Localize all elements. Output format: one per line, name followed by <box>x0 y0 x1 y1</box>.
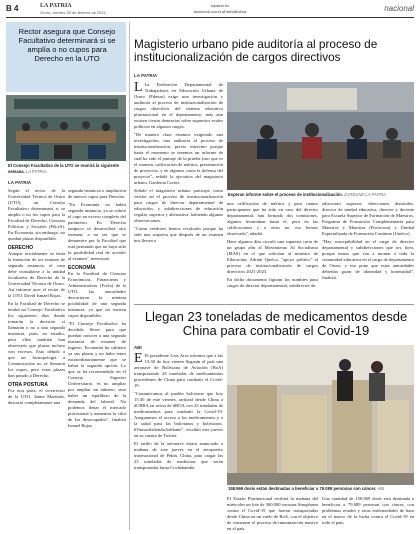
bottom-story-photo <box>227 345 414 485</box>
paragraph: "El Consejo Facultativo ha decidido llevar para que puedan conocer a una segunda instancia de examen de ingreso. Economía ha cubierto ya sus plazas y no hubo tenor extraordinariamente que se habrá la segunda opción. Lo que se ha recomendado en el Consejo Superior Universitario, es no ampliar por ampliar un número, sino haber un equilibrio de la demanda del laboral. No podemos llenar el mercado profesional y aumentar la cifra de los desocupados", finalizó Ismael Rojas. <box>68 321 126 428</box>
meeting-photo <box>6 95 126 161</box>
top-photo-caption <box>228 192 414 198</box>
top-col-1 <box>134 82 223 302</box>
paragraph: "En Economía no habrá segunda instancia, ya se cubrió el cupo en exceso completo del parámetro. En Derecho tampoco se desarrollará otro examen, a no ser que se demuestre por la Facultad que está pensando que no haya sido la posibilidad real de acceder al examen", mencionó. <box>68 202 126 261</box>
top-story-photo <box>227 82 414 190</box>
left-col-1 <box>8 188 65 530</box>
top-col-3 <box>322 201 414 301</box>
issue-date: Oruro, viernes 26 de febrero de 2021 <box>40 10 106 15</box>
paragraph: "Hay susceptibilidad en el cargo de director departamental y subdirecciones que ser, bien, porque temos que van a montar a toda la comunidad educativa en el cargo de departamento de Oruro, y eso pone que estas autoridades deberían gozar de idoneidad y honestidad", finalizó. <box>322 239 414 280</box>
caption-text: 158.969 dosis están destinadas a beneficiar a 79.089 personas con cáncer. <box>228 486 377 491</box>
bottom-kicker: ABI <box>134 345 142 350</box>
header-rule <box>6 17 414 18</box>
paragraph: El arribo de la aeronave estará anunciado a mañana de este jueves en el aeropuerto internacional de Pekín, China, para cargar las 23 toneladas de medicinas que serán transportadas hasta Cochabamba. <box>134 441 223 470</box>
conference-photo <box>227 82 414 190</box>
paragraph: En la Facultad de Derecho se tendrá un Consejo Facultativo los siguientes días donde tomarán la decisión si llamarán o no a una segunda instancia, pues, en estudio, pero ellos también han observado que plazas incluso con excesos. Esto debido a que un Antropología a Comunicación no se llenaron los cupos, pero estas plazas han pasado a Derecho. <box>8 301 65 378</box>
paragraph: "Como veedores hemos recalcado porque ha sido una sorpresa que después de un examen nos llevan a <box>134 226 223 243</box>
caption-credit: LA PATRIA <box>25 168 47 174</box>
bottom-story-title: Llegan 23 toneladas de medicamentos desde China para combatir el Covid-19 <box>144 309 408 338</box>
page-number: B 4 <box>6 4 19 13</box>
paragraph: L La Federación Departamental de Trabajadores en Educación Urbana de Oruro (Fdteuo) exige una investigación y auditoría al proceso de institucionalización de cargos directivos del sistema educativo plurinacional en el departamento, más aún existen ciertas denuncias sobre supuestos avales políticos en algunos cargos. <box>134 82 223 129</box>
newspaper-name: LA PATRIA <box>40 3 72 9</box>
medicine-boxes-photo <box>227 345 414 485</box>
drop-cap: L <box>134 82 143 95</box>
paragraph: segunda instancia o ampliación de nuevos cupos para Derecho. <box>68 188 126 199</box>
subhead-derecho: DERECHO <box>8 245 34 251</box>
paragraph: Aunque inicialmente se tenía la intención de un examen de segunda instancia, el caso debe consultarse a la unidad facultativa de Derecho de la Universidad Técnica de Oruro. Así informó ayer el rector de la UTO, David Ismael Rojas. <box>8 251 65 298</box>
caption-credit: ABI <box>377 486 385 491</box>
paragraph: En dicho documento figuran los nombres para cargos de director departamental, subdirector de <box>227 277 318 288</box>
story-divider <box>134 304 414 305</box>
top-story-title: Magisterio urbano pide auditoría al proceso de institucionalización de cargos directivos <box>134 37 378 64</box>
column-divider <box>129 22 130 530</box>
section-label: nacional <box>384 4 414 13</box>
bottom-col-1 <box>134 353 223 530</box>
subhead-otra-postura: OTRA POSTURA <box>8 382 48 388</box>
top-col-2 <box>227 201 318 301</box>
paragraph: "Comunicamos al pueblo boliviano que hoy 15:30 de este viernes, arribará desde China a #CBBA en avión de #BOA con 23 toneladas de medicamentos para combatir la Covid-19. Aseguramos el acceso a los medicamentos y a la salud para las bolivianas y bolivianos. #VamosSaliendoAdelante", escribió este jueves en su cuenta de Twitter. <box>134 391 223 438</box>
left-story-photo <box>6 95 126 161</box>
paragraph: En la Facultad de Ciencias Económicas, Financieras y Administrativas (Fcefa) de la UTO, las autoridades descartaron la mínima posibilidad de una segunda instancia, ya que no existen cupos disponibles. <box>68 271 126 318</box>
left-col-2 <box>68 188 126 530</box>
website-link[interactable]: lapatria.bo <box>210 3 230 8</box>
subhead-economia: ECONOMÍA <box>68 265 96 271</box>
bottom-col-2 <box>227 496 318 532</box>
left-kicker: LA PATRIA <box>8 180 32 185</box>
paragraph: Según el rector de la Universidad Técnica de Oruro (UTO), un Consejo Facultativo determinará si se amplía o no los cupos para la Facultad de Derecho, Ciencias Políticas y Sociales (FdcyS). En Economía, sin embargo, no quedan plazas disponibles. <box>8 188 65 241</box>
left-photo-caption <box>8 163 126 174</box>
paragraph: E El presidente Luis Arce informó que a las 15:30 de hoy vienen llegarán el país una aeronave de Boliviana de Aviación (BoA) transportando 23 toneladas de medicamentos procedentes de China para combatir el Covid-19. <box>134 353 223 388</box>
caption-text: El Consejo Facultativo de la UTO se reunirá la siguiente semana. <box>8 163 119 174</box>
facebook-link[interactable]: facebook.com/LaPatriaBolivia <box>193 9 247 14</box>
drop-cap: E <box>134 353 143 366</box>
caption-text: Esperan informe sobre el proceso de institucionalización. <box>228 192 343 197</box>
top-kicker: LA PATRIA <box>134 73 158 78</box>
bottom-col-3 <box>322 496 414 532</box>
paragraph: Hace algunos días circuló una supuesta carta de un grupo afín al Movimiento Al Socialismo (MAS) en el que solicitan al ministro de Educación, Adrián Quelca, "apoyo político" al proceso de institucionalización de cargos directivos 2021-2023. <box>227 239 318 274</box>
paragraph: una calificación de méritos y para cuanto participantes que ha sido en caso del director departamental, han formado dos comisiones, algunos levantaban hasta el, pero en las calificaciones y a otros no, eso hemos observado", añadió. <box>227 201 318 236</box>
paragraph: El Estado Plurinacional recibirá la mañana del miércoles un lote de 300.000 vacunas Sinopharm contra el Covid-19 que fueron transportadas desde China en un vuelo de BoA, con el objetivo de comenzar el proceso de inmunización masivo en el país. <box>227 496 318 531</box>
paragraph: Por otra parte, el vicerrector de la UTO, Jaime Martínez, descartó completamente una <box>8 388 65 405</box>
paragraph: educación superior, direcciones distritales, director de unidad educativa, director y docente para Escuela Superior de Formación de Maestros, Programa de Formación Complementaria para Maestros y Maestras (Profocom) y Unidad Especializada de Formación Continua (Unefco). <box>322 201 414 236</box>
left-story-title: Rector asegura que Consejo Facultativo determinará si se amplía o no cupos para Derecho en la UTO <box>18 27 116 63</box>
paragraph: "De manera clara estamos exigiendo una investigación, una auditoría al proceso de institucionalización, previo intervino porque hasta el momento se tenemos un informe de cuál ha sido el puntaje de la prueba (uso que es el examen, calificación de méritos, presentación de proyectos, y en algunos casos la defensa del proyecto", señaló la ejecutiva del magisterio urbano, Gardenia Cortez. <box>134 132 223 185</box>
bottom-photo-caption <box>228 486 414 492</box>
paragraph: Señaló el magisterio urbano participó como veedor en el proceso de institucionalización para cargos de director departamental de educación, y subdirecciones de educación regular, superior y alternativa, habiendo algunas observaciones. <box>134 188 223 223</box>
paragraph: Una cantidad de 158.969 dosis está destinada a beneficiar a 79.089 personas con cáncer, con problemas renales y otras enfermedades de base en el marco de la lucha contra el Covid-19 en todo el país. <box>322 496 414 525</box>
caption-credit: ZARDANE LA PATRIA <box>344 192 386 197</box>
web-links <box>190 3 250 15</box>
